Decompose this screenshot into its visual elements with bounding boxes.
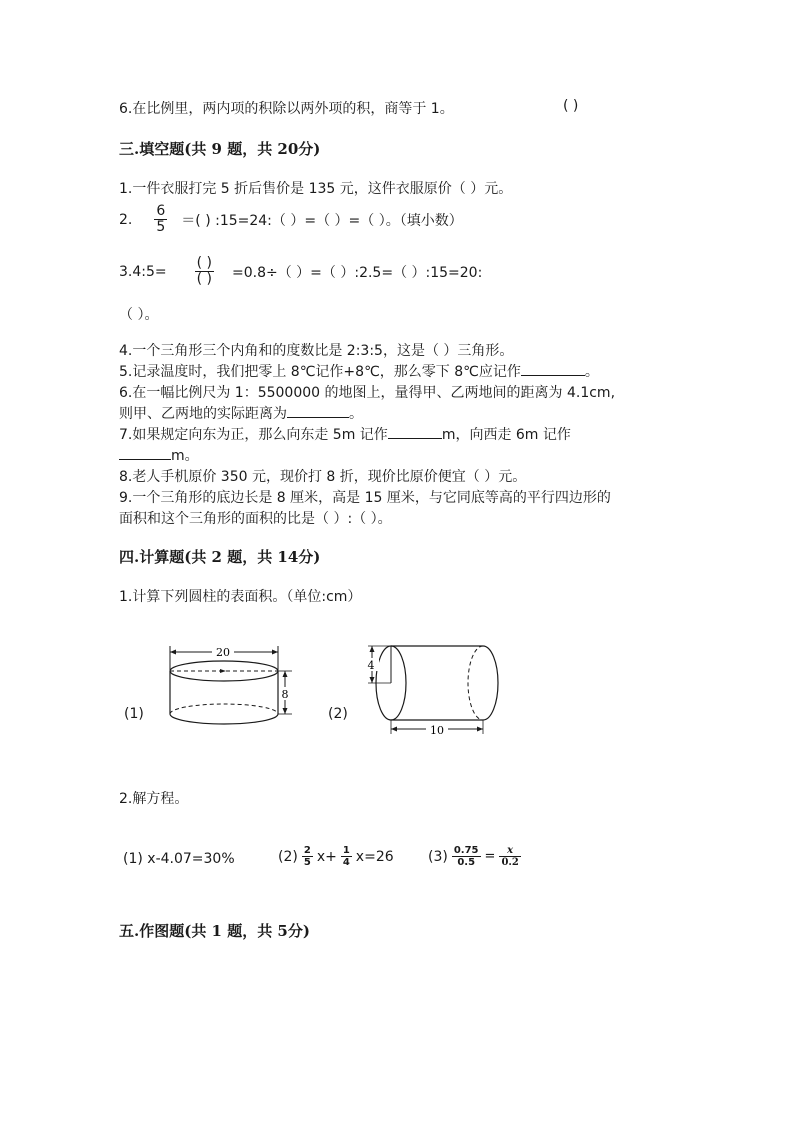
equation-3-right-numerator: x bbox=[499, 845, 520, 857]
equation-3-right-fraction bbox=[499, 845, 520, 868]
equation-3-right-denominator: 0.2 bbox=[501, 857, 519, 868]
q3-fraction bbox=[195, 256, 214, 288]
q2-fraction-denominator: 5 bbox=[156, 219, 166, 236]
cylinder-2-label: (2) bbox=[328, 706, 348, 722]
equation-3-left-numerator: 0.75 bbox=[453, 845, 479, 856]
cylinder-1-label: (1) bbox=[124, 706, 144, 722]
q5-answer-blank bbox=[521, 374, 585, 376]
fill-question-6-line2 bbox=[119, 403, 363, 423]
q7-text-a: 7.如果规定向东为正，那么向东走 5m 记作 bbox=[119, 427, 388, 443]
equation-2-fraction-1-numerator: 2 bbox=[303, 845, 311, 856]
equation-2-fraction-2-denominator: 4 bbox=[342, 857, 350, 868]
judge-q6-text: 6.在比例里，两内项的积除以两外项的积，商等于 1。 bbox=[119, 101, 454, 117]
calc-question-2: 2.解方程。 bbox=[119, 791, 189, 807]
q2-fraction bbox=[154, 204, 167, 236]
q5-end: 。 bbox=[584, 364, 599, 380]
equation-3-prefix: (3) bbox=[428, 848, 448, 865]
fill-question-7-line1 bbox=[119, 424, 571, 444]
equation-2-fraction-1-denominator: 5 bbox=[303, 857, 311, 868]
equation-3-left-denominator: 0.5 bbox=[457, 857, 476, 868]
fill-question-5 bbox=[119, 361, 599, 381]
q5-text: 5.记录温度时，我们把零上 8℃记作+8℃，那么零下 8℃应记作 bbox=[119, 364, 521, 380]
cylinder-2-figure bbox=[360, 640, 510, 740]
q7-text-b: m，向西走 6m 记作 bbox=[441, 427, 571, 443]
q3-fraction-denominator: ( ) bbox=[196, 271, 212, 288]
judge-q6-answer-paren: ( ) bbox=[563, 98, 579, 114]
fill-question-2 bbox=[119, 204, 463, 236]
fill-question-9-line1: 9.一个三角形的底边长是 8 厘米，高是 15 厘米，与它同底等高的平行四边形的 bbox=[119, 490, 611, 506]
q7-answer-blank-2 bbox=[119, 458, 171, 460]
judge-question-6 bbox=[119, 98, 454, 118]
fill-question-3-line2: （ ）。 bbox=[119, 307, 159, 323]
section-3-title: 三.填空题(共 9 题，共 20分) bbox=[119, 140, 321, 158]
q3-fraction-numerator: ( ) bbox=[196, 255, 212, 271]
q3-rest: =0.8÷（ ）=（ ）:2.5=（ ）:15=20: bbox=[232, 264, 483, 281]
equation-3 bbox=[428, 845, 521, 868]
equation-2 bbox=[278, 845, 394, 868]
q7-text-c: m。 bbox=[171, 448, 199, 464]
calc-question-1: 1.计算下列圆柱的表面积。（单位:cm） bbox=[119, 589, 362, 605]
fill-question-3 bbox=[119, 256, 482, 288]
section-4-title: 四.计算题(共 2 题，共 14分) bbox=[119, 548, 321, 566]
cylinder-1-height-label: 8 bbox=[281, 688, 289, 701]
fill-question-8: 8.老人手机原价 350 元，现价打 8 折，现价比原价便宜（ ）元。 bbox=[119, 469, 527, 485]
equation-2-end: x=26 bbox=[355, 848, 394, 865]
fill-question-6-line1: 6.在一幅比例尺为 1：5500000 的地图上，量得甲、乙两地间的距离为 4.1cm, bbox=[119, 385, 616, 401]
equation-1: (1) x-4.07=30% bbox=[123, 851, 235, 867]
equation-2-fraction-2 bbox=[341, 845, 352, 868]
equation-2-prefix: (2) bbox=[278, 848, 298, 865]
q2-rest: ＝( ) :15=24:（ ）=（ ）=（ ）。（填小数） bbox=[181, 212, 463, 229]
equation-2-fraction-1 bbox=[302, 845, 313, 868]
fill-question-1: 1.一件衣服打完 5 折后售价是 135 元，这件衣服原价（ ）元。 bbox=[119, 181, 513, 197]
equation-2-fraction-2-numerator: 1 bbox=[342, 845, 350, 856]
q3-start: 3.4:5= bbox=[119, 263, 167, 280]
cylinder-1-figure bbox=[160, 640, 300, 745]
q7-answer-blank-1 bbox=[388, 437, 442, 439]
fill-question-4: 4.一个三角形三个内角和的度数比是 2:3:5，这是（ ）三角形。 bbox=[119, 343, 514, 359]
fill-question-7-line2 bbox=[119, 445, 199, 465]
equation-3-left-fraction bbox=[452, 845, 481, 868]
section-5-title: 五.作图题(共 1 题，共 5分) bbox=[119, 922, 310, 940]
equation-3-equals: = bbox=[484, 849, 496, 864]
fill-question-9-line2: 面积和这个三角形的面积的比是（ ）:（ ）。 bbox=[119, 511, 392, 527]
q6-end: 。 bbox=[349, 406, 363, 422]
cylinder-2-radius-label: 4 bbox=[367, 659, 375, 672]
cylinder-1-diameter-label: 20 bbox=[216, 646, 230, 659]
q2-fraction-numerator: 6 bbox=[156, 203, 166, 219]
cylinder-2-length-label: 10 bbox=[430, 724, 444, 737]
q6-text: 则甲、乙两地的实际距离为 bbox=[119, 406, 287, 422]
q2-number: 2. bbox=[119, 211, 133, 228]
q6-answer-blank bbox=[287, 416, 349, 418]
equation-2-middle: x+ bbox=[316, 848, 337, 865]
